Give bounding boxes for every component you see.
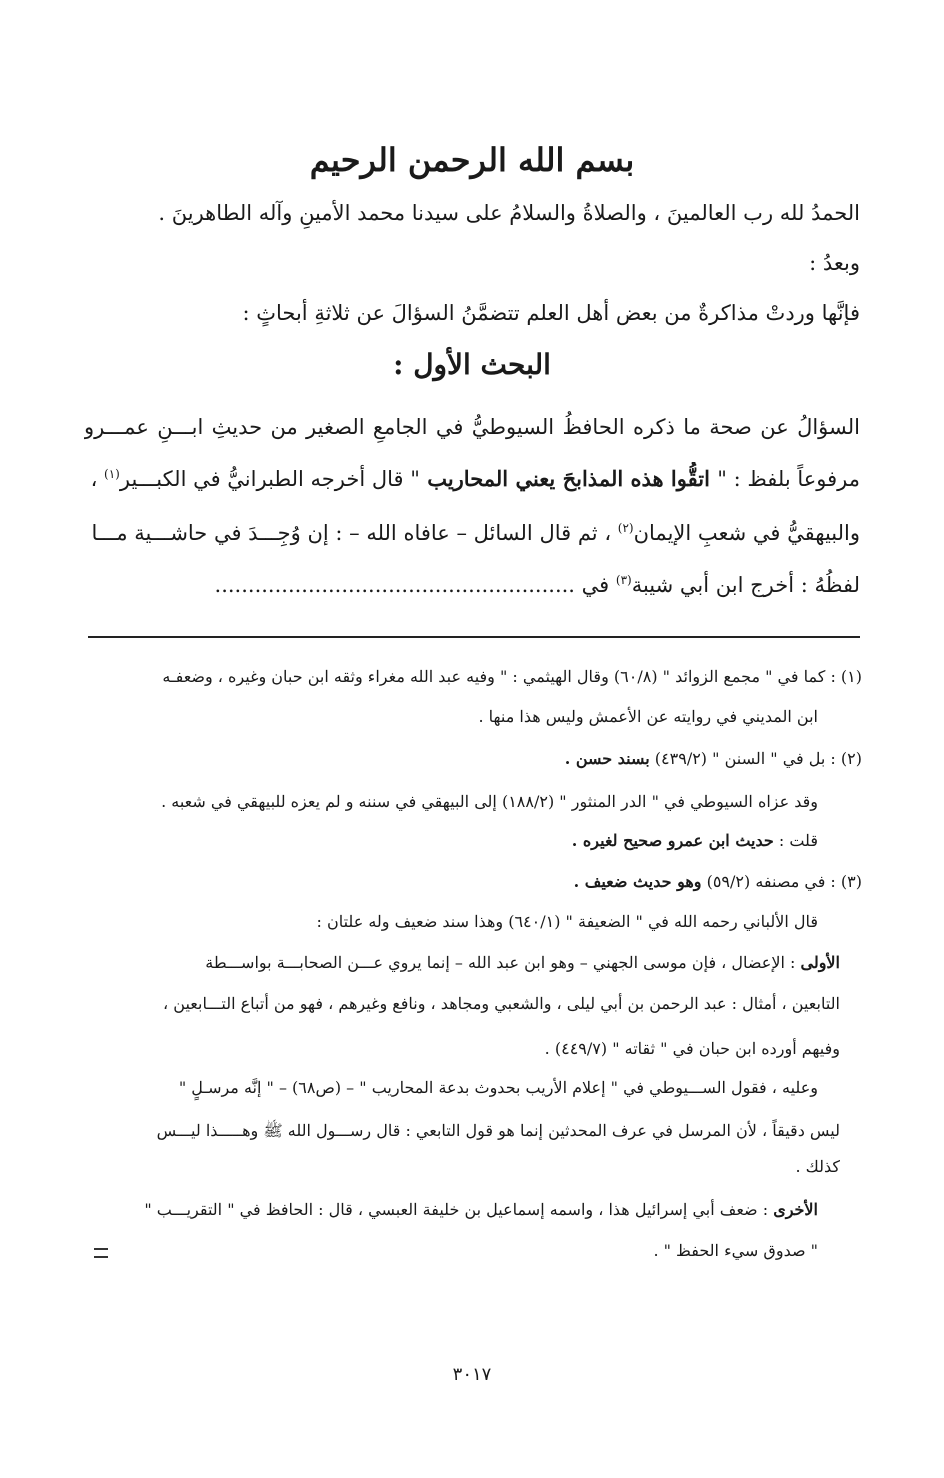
body-line-1: السؤالُ عن صحة ما ذكره الحافظُ السيوطيُّ في الجامعِ الصغير من حديثِ ابـــنِ عمـــرو — [84, 415, 860, 439]
body-line-3-end: ، ثم قال السائل – عافاه الله – : إن وُجِـــدَ في حاشـــية مـــا — [91, 521, 618, 545]
footnote-3-line-2: قال الألباني رحمه الله في " الضعيفة " (٦٤٠/١) وهذا سند ضعيف وله علتان : — [316, 912, 818, 931]
footnote-3-line-5: وفيهم أورده ابن حبان في " ثقاته " (٤٤٩/٧) . — [544, 1039, 840, 1058]
body-line-4 — [84, 568, 860, 602]
body-line-4-start: لفظُهُ : أخرج ابن أبي شيبة — [631, 573, 860, 597]
footnote-3-line-6: وعليه ، فقول الســـيوطي في " إعلام الأريب بحدوث بدعة المحاريب " – (ص٦٨) – " إنَّه مرسـلٍ " — [178, 1078, 818, 1097]
body-line-2-end: ، — [90, 467, 105, 491]
footnote-3-line-8: كذلك . — [795, 1157, 840, 1176]
footnote-3-second-cause: الأخرى — [773, 1200, 818, 1219]
footnote-ref-3[interactable]: (٣) — [615, 573, 632, 587]
body-line-2-start: مرفوعاً بلفظ : " — [717, 467, 860, 491]
body-line-4-end: في ...................................................... — [214, 573, 616, 597]
main-text — [84, 0, 860, 640]
footnote-3-first-text: : الإعضال ، فإن موسى الجهني – وهو ابن عبد الله – إنما يروي عـــن الصحابـــة بواســـطة — [205, 953, 801, 972]
footnote-3-line-7: ليس دقيقاً ، لأن المرسل في عرف المحدثين إنما هو قول التابعي : قال رســـول الله ﷺ وهـــــذا ليـــس — [156, 1121, 840, 1140]
body-line-2-middle: " قال أخرجه الطبرانيُّ في الكبـــير — [119, 467, 420, 491]
intro-line-3: فإنَّها وردتْ مذاكرةٌ من بعض أهل العلم تتضمَّنُ السؤالَ عن ثلاثةِ أبحاثٍ : — [242, 301, 860, 325]
footnote-2-line-1 — [82, 745, 862, 773]
body-line-2 — [84, 462, 860, 496]
hadith-quote: اتقُّوا هذه المذابحَ يعني المحاريب — [419, 466, 718, 491]
footnote-3-source: (٣) : في مصنفه (٥٩/٢) — [701, 872, 862, 891]
footnote-3-line-3 — [82, 949, 840, 977]
intro-line-1: الحمدُ لله رب العالمينَ ، والصلاةُ والسلامُ على سيدنا محمد الأمينِ وآله الطاهرينَ . — [158, 201, 860, 225]
footnote-2-grade: بسند حسن . — [564, 749, 650, 768]
footnote-3-line-9 — [82, 1196, 818, 1224]
body-line-3-start: والبيهقيُّ في شعبِ الإيمان — [633, 521, 860, 545]
footnote-ref-1[interactable]: (١) — [104, 467, 120, 481]
footnote-3-line-1 — [82, 868, 862, 896]
section-heading: البحث الأول : — [393, 348, 551, 381]
intro-line-2: وبعدُ : — [809, 251, 860, 275]
footnote-3-line-10: " صدوق سيء الحفظ " . — [653, 1241, 818, 1260]
footnote-3-second-text: : ضعف أبي إسرائيل هذا ، واسمه إسماعيل بن خليفة العبسي ، قال : الحافظ في " التقريـــب " — [144, 1200, 774, 1219]
body-line-3 — [84, 516, 860, 550]
continuation-mark — [94, 1248, 108, 1258]
footnote-3-first-cause: الأولى — [800, 953, 840, 972]
basmala-title: بسم الله الرحمن الرحيم — [309, 141, 635, 179]
footnote-2-line-2: وقد عزاه السيوطي في " الدر المنثور " (١٨٨/٢) إلى البيهقي في سننه و لم يعزه للبيهقي في شعبه . — [161, 792, 818, 811]
footnote-2-line-3 — [82, 827, 818, 855]
footnote-ref-2[interactable]: (٢) — [617, 521, 634, 535]
footnote-1-line-1: (١) : كما في " مجمع الزوائد " (٦٠/٨) وقال الهيثمي : " وفيه عبد الله مغراء وثقه ابن حبان وغيره ، وضعفـه — [162, 667, 862, 686]
footnote-3-line-4: التابعين ، أمثال : عبد الرحمن بن أبي ليلى ، والشعبي ومجاهد ، ونافع وغيرهم ، فهو من أتباع التـــابعين ، — [163, 994, 840, 1013]
footnote-1-line-2: ابن المديني في روايته عن الأعمش وليس هذا منها . — [478, 707, 818, 726]
footnote-2-source: (٢) : بل في " السنن " (٤٣٩/٢) — [649, 749, 862, 768]
footnote-2-verdict: حديث ابن عمرو صحيح لغيره . — [571, 831, 774, 850]
footnote-separator — [88, 636, 860, 638]
page-number: ٣٠١٧ — [452, 1364, 492, 1385]
footnote-2-note: قلت : — [773, 831, 818, 850]
footnote-3-grade: وهو حديث ضعيف . — [573, 872, 702, 891]
